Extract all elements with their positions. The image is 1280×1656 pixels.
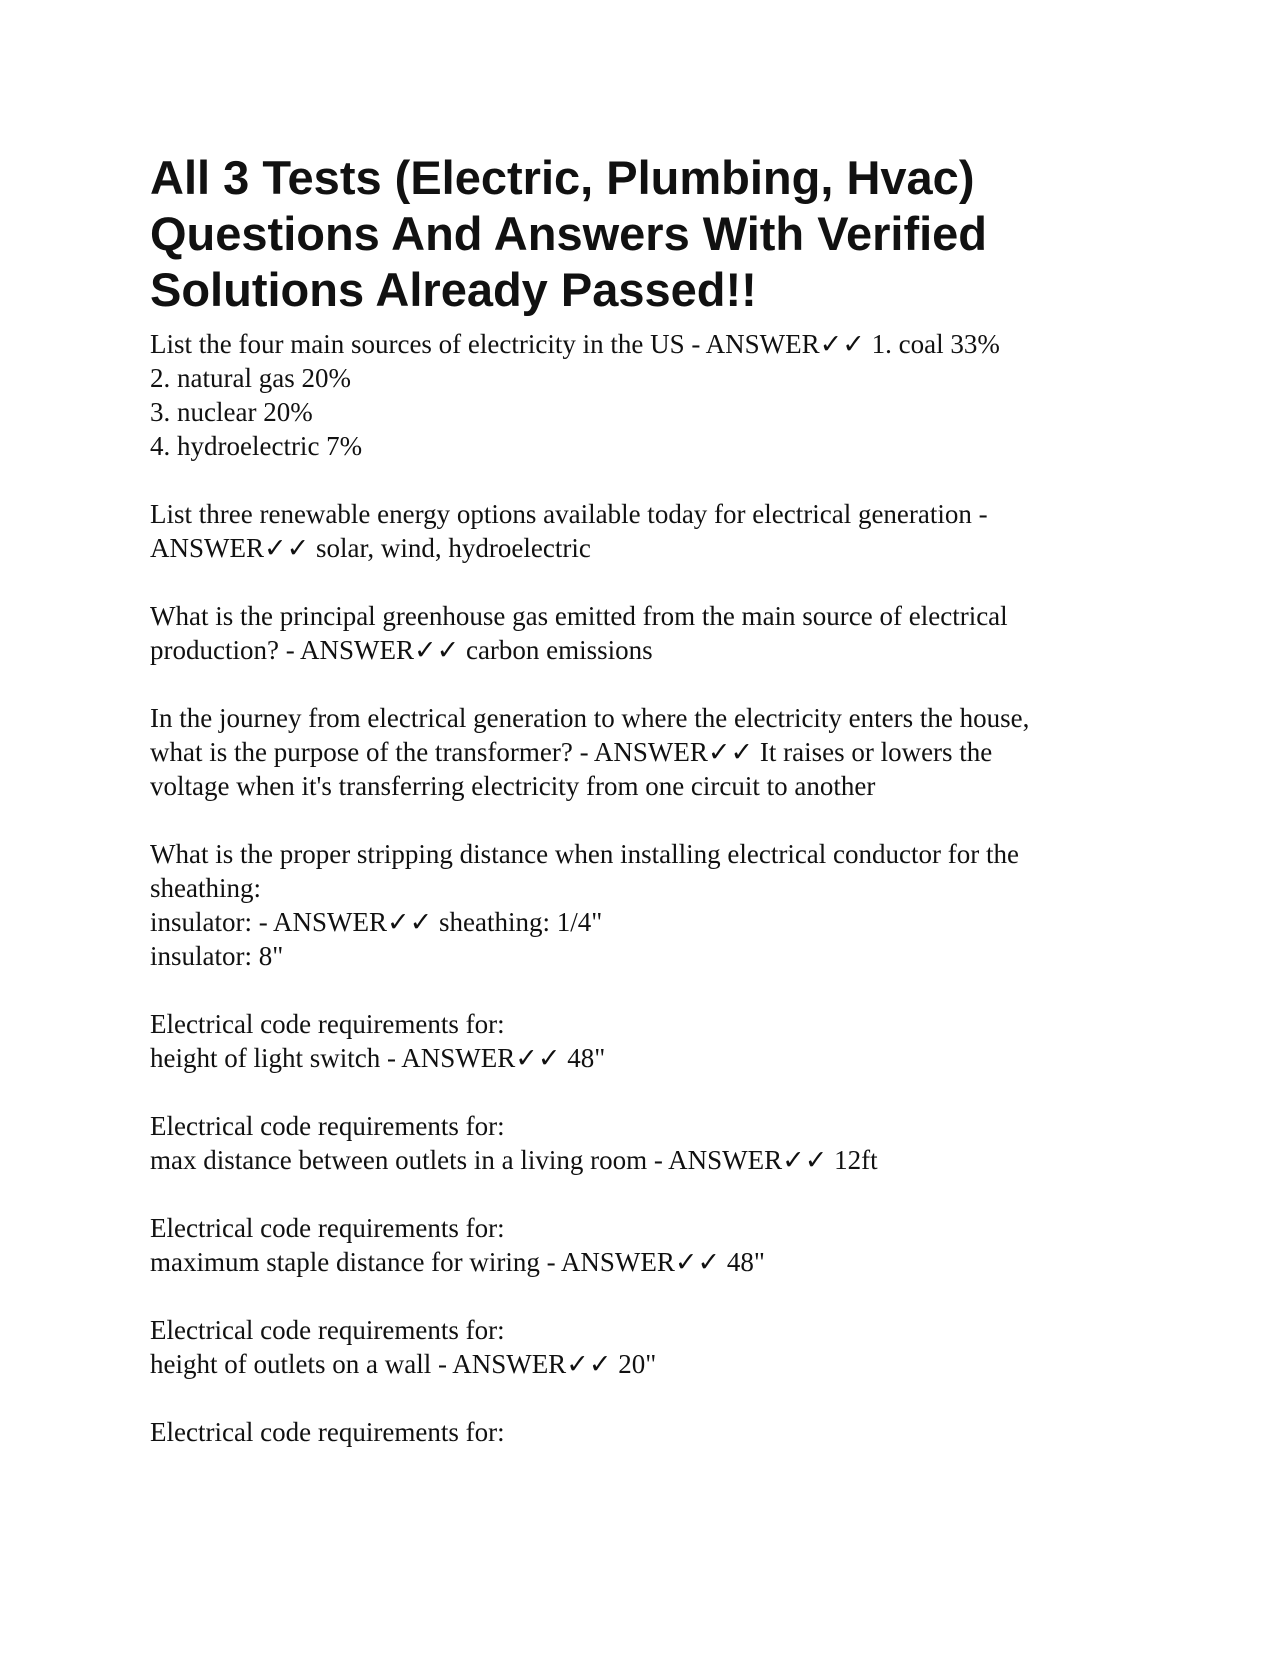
qa-line: List three renewable energy options available today for electrical generation -	[150, 499, 988, 529]
qa-line: insulator: 8"	[150, 941, 284, 971]
qa-line: max distance between outlets in a living room - ANSWER✓✓ 12ft	[150, 1145, 878, 1175]
qa-item	[150, 497, 1150, 565]
qa-line: 4. hydroelectric 7%	[150, 431, 363, 461]
qa-line: Electrical code requirements for:	[150, 1417, 505, 1447]
document-title	[150, 150, 1150, 318]
qa-list	[150, 327, 1150, 1483]
qa-line: 3. nuclear 20%	[150, 397, 313, 427]
title-line-1: All 3 Tests (Electric, Plumbing, Hvac)	[150, 151, 975, 204]
qa-item	[150, 327, 1150, 463]
qa-line: In the journey from electrical generation to where the electricity enters the house,	[150, 703, 1030, 733]
qa-item	[150, 1211, 1150, 1279]
qa-line: insulator: - ANSWER✓✓ sheathing: 1/4"	[150, 907, 603, 937]
qa-line: Electrical code requirements for:	[150, 1111, 505, 1141]
qa-line: height of outlets on a wall - ANSWER✓✓ 20"	[150, 1349, 657, 1379]
qa-line: ANSWER✓✓ solar, wind, hydroelectric	[150, 533, 591, 563]
qa-line: Electrical code requirements for:	[150, 1315, 505, 1345]
qa-line: List the four main sources of electricity in the US - ANSWER✓✓ 1. coal 33%	[150, 329, 1000, 359]
qa-line: height of light switch - ANSWER✓✓ 48"	[150, 1043, 606, 1073]
qa-item	[150, 701, 1150, 803]
qa-item	[150, 1109, 1150, 1177]
qa-item	[150, 1415, 1150, 1449]
qa-line: 2. natural gas 20%	[150, 363, 351, 393]
qa-item	[150, 599, 1150, 667]
qa-line: What is the principal greenhouse gas emitted from the main source of electrical	[150, 601, 1008, 631]
qa-line: production? - ANSWER✓✓ carbon emissions	[150, 635, 653, 665]
qa-line: Electrical code requirements for:	[150, 1213, 505, 1243]
title-line-2: Questions And Answers With Verified	[150, 207, 988, 260]
qa-item	[150, 1007, 1150, 1075]
qa-line: What is the proper stripping distance when installing electrical conductor for the	[150, 839, 1019, 869]
qa-line: voltage when it's transferring electricity from one circuit to another	[150, 771, 876, 801]
qa-line: maximum staple distance for wiring - ANSWER✓✓ 48"	[150, 1247, 765, 1277]
qa-line: what is the purpose of the transformer? - ANSWER✓✓ It raises or lowers the	[150, 737, 993, 767]
qa-item	[150, 837, 1150, 973]
title-line-3: Solutions Already Passed!!	[150, 263, 757, 316]
qa-line: sheathing:	[150, 873, 261, 903]
qa-item	[150, 1313, 1150, 1381]
qa-line: Electrical code requirements for:	[150, 1009, 505, 1039]
